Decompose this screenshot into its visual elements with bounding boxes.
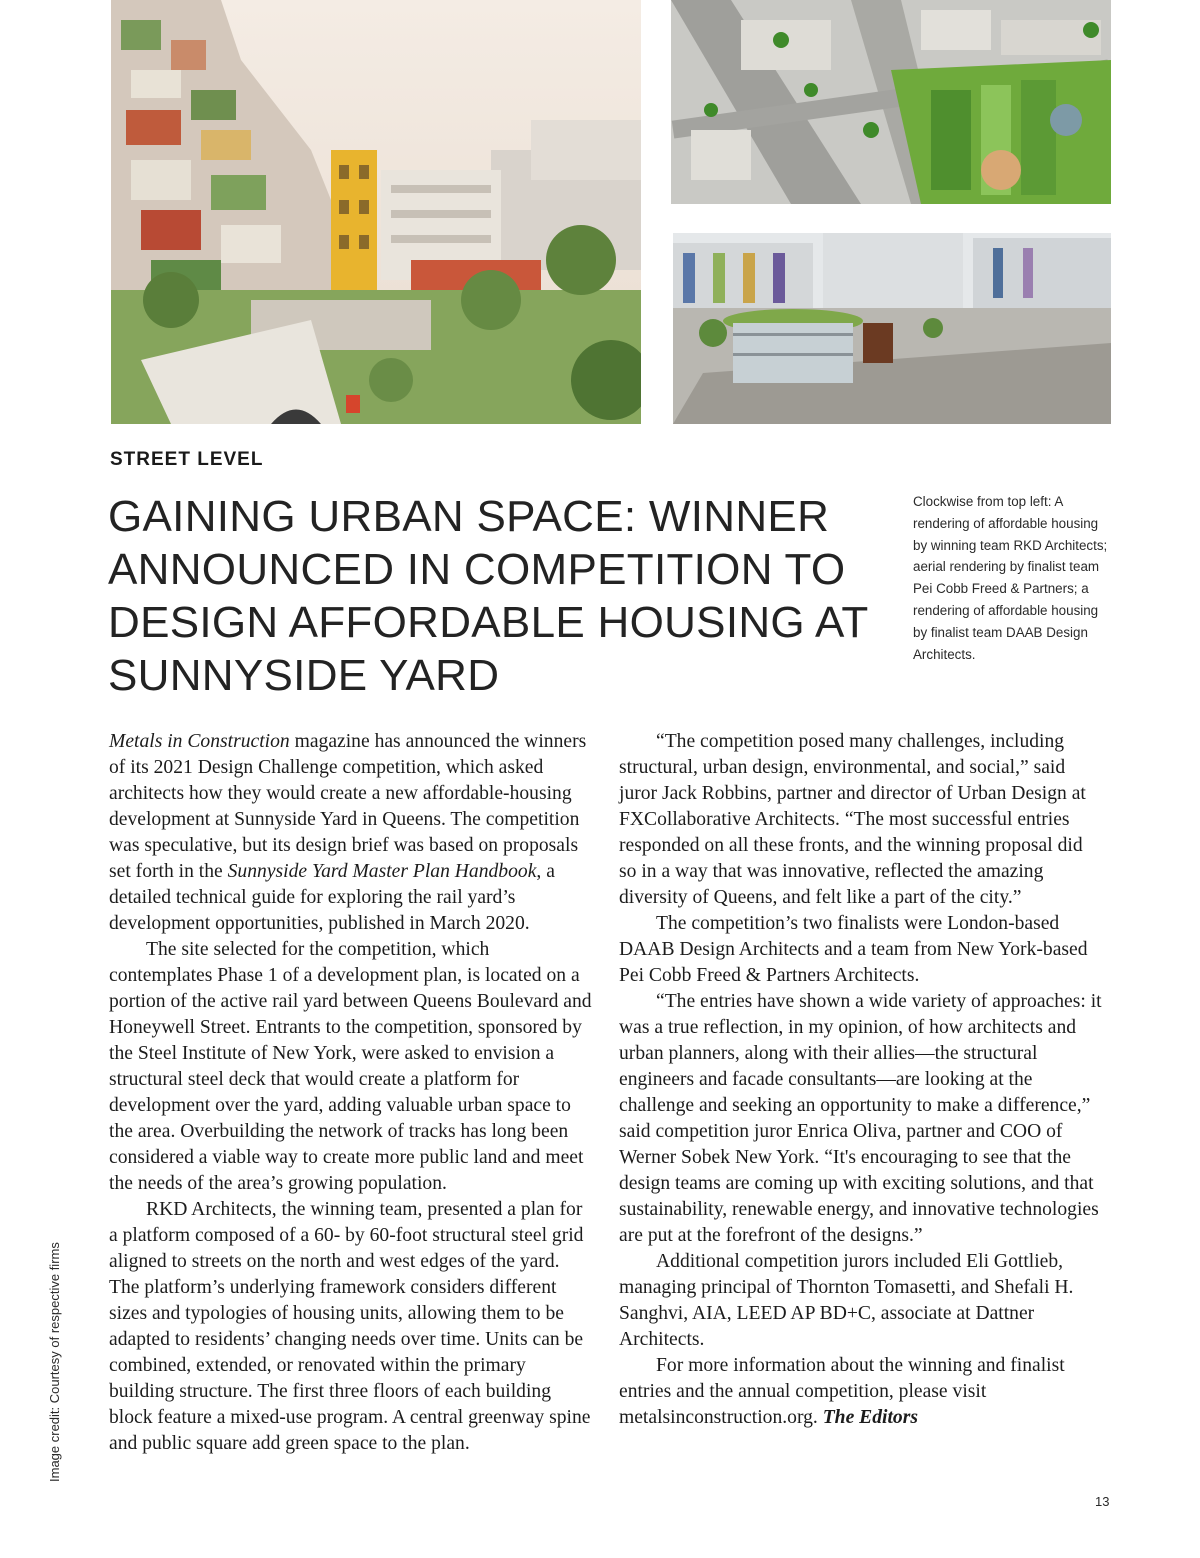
- body-text: , a detailed technical guide for exploring the rail yard’s development opportunities, published in March 2020.: [109, 861, 555, 934]
- signature: The Editors: [822, 1407, 918, 1428]
- body-paragraph: RKD Architects, the winning team, presented a plan for a platform composed of a 60- by 60-foot structural steel grid aligned to streets on the north and west edges of the yard. The platform’s underlying framework considers different sizes and typologies of housing units, allowing them to be adapted to residents’ changing needs over time. Units can be combined, extended, or renovated within the primary building structure. The first three floors of each building block feature a mixed-use program. A central greenway spine and public square add green space to the plan.: [109, 1199, 591, 1454]
- page-number: 13: [1095, 1494, 1110, 1509]
- section-label: STREET LEVEL: [110, 449, 264, 470]
- magazine-title: Metals in Construction: [109, 731, 290, 752]
- article-column-right: [619, 729, 1104, 1431]
- body-paragraph: [109, 729, 594, 937]
- body-paragraph: Additional competition jurors included Eli Gottlieb, managing principal of Thornton Tomasetti, and Shefali H. Sanghvi, AIA, LEED AP BD+C, associate at Dattner Architects.: [619, 1251, 1074, 1350]
- photo-plaza-rendering: [673, 233, 1111, 424]
- article-column-left: [109, 729, 594, 1457]
- image-caption: Clockwise from top left: A rendering of affordable housing by winning team RKD Architects; aerial rendering by finalist team Pei Cobb Freed & Partners; a rendering of affordable housing by finalist team DAAB Design Architects.: [913, 494, 1108, 662]
- body-paragraph: The site selected for the competition, which contemplates Phase 1 of a development plan, is located on a portion of the active rail yard between Queens Boulevard and Honeywell Street. Entrants to the competition, sponsored by the Steel Institute of New York, were asked to envision a structural steel deck that would create a platform for development over the yard, adding valuable urban space to the area. Overbuilding the network of tracks has long been considered a viable way to create more public land and meet the needs of the area’s growing population.: [109, 939, 592, 1194]
- body-paragraph: “The competition posed many challenges, including structural, urban design, environmental, and social,” said juror Jack Robbins, partner and director of Urban Design at FXCollaborative Architects. “The most successful entries responded on all these fronts, and the winning proposal did so in a way that was innovative, reflected the amazing diversity of Queens, and felt like a part of the city.”: [619, 731, 1086, 908]
- body-text: magazine has announced the winners of its 2021 Design Challenge competition, which asked architects how they would create a new affordable-housing development at Sunnyside Yard in Queens. The competition was speculative, but its design brief was based on proposals set forth in the: [109, 731, 587, 882]
- body-paragraph: The competition’s two finalists were London-based DAAB Design Architects and a team from New York-based Pei Cobb Freed & Partners Architects.: [619, 913, 1088, 986]
- photo-aerial-rendering: [671, 0, 1111, 204]
- body-paragraph: “The entries have shown a wide variety of approaches: it was a true reflection, in my opinion, of how architects and urban planners, along with their allies—the structural engineers and facade consultants—are looking at the challenge and seeking an opportunity to make a difference,” said competition juror Enrica Oliva, partner and COO of Werner Sobek New York. “It's encouraging to see that the design teams are coming up with exciting solutions, and that sustainability, renewable energy, and innovative technologies are put at the forefront of the designs.”: [619, 991, 1102, 1246]
- body-text: For more information about the winning and finalist entries and the annual competition, please visit metalsinconstruction.org.: [619, 1355, 1065, 1428]
- headline: GAINING URBAN SPACE: WINNER ANNOUNCED IN COMPETITION TO DESIGN AFFORDABLE HOUSING AT SUNNYSIDE YARD: [108, 492, 868, 700]
- photo-rkd-rendering: [111, 0, 641, 424]
- image-credit: Image credit: Courtesy of respective firms: [47, 1242, 62, 1482]
- body-paragraph: [619, 1353, 1104, 1431]
- handbook-title: Sunnyside Yard Master Plan Handbook: [227, 861, 537, 882]
